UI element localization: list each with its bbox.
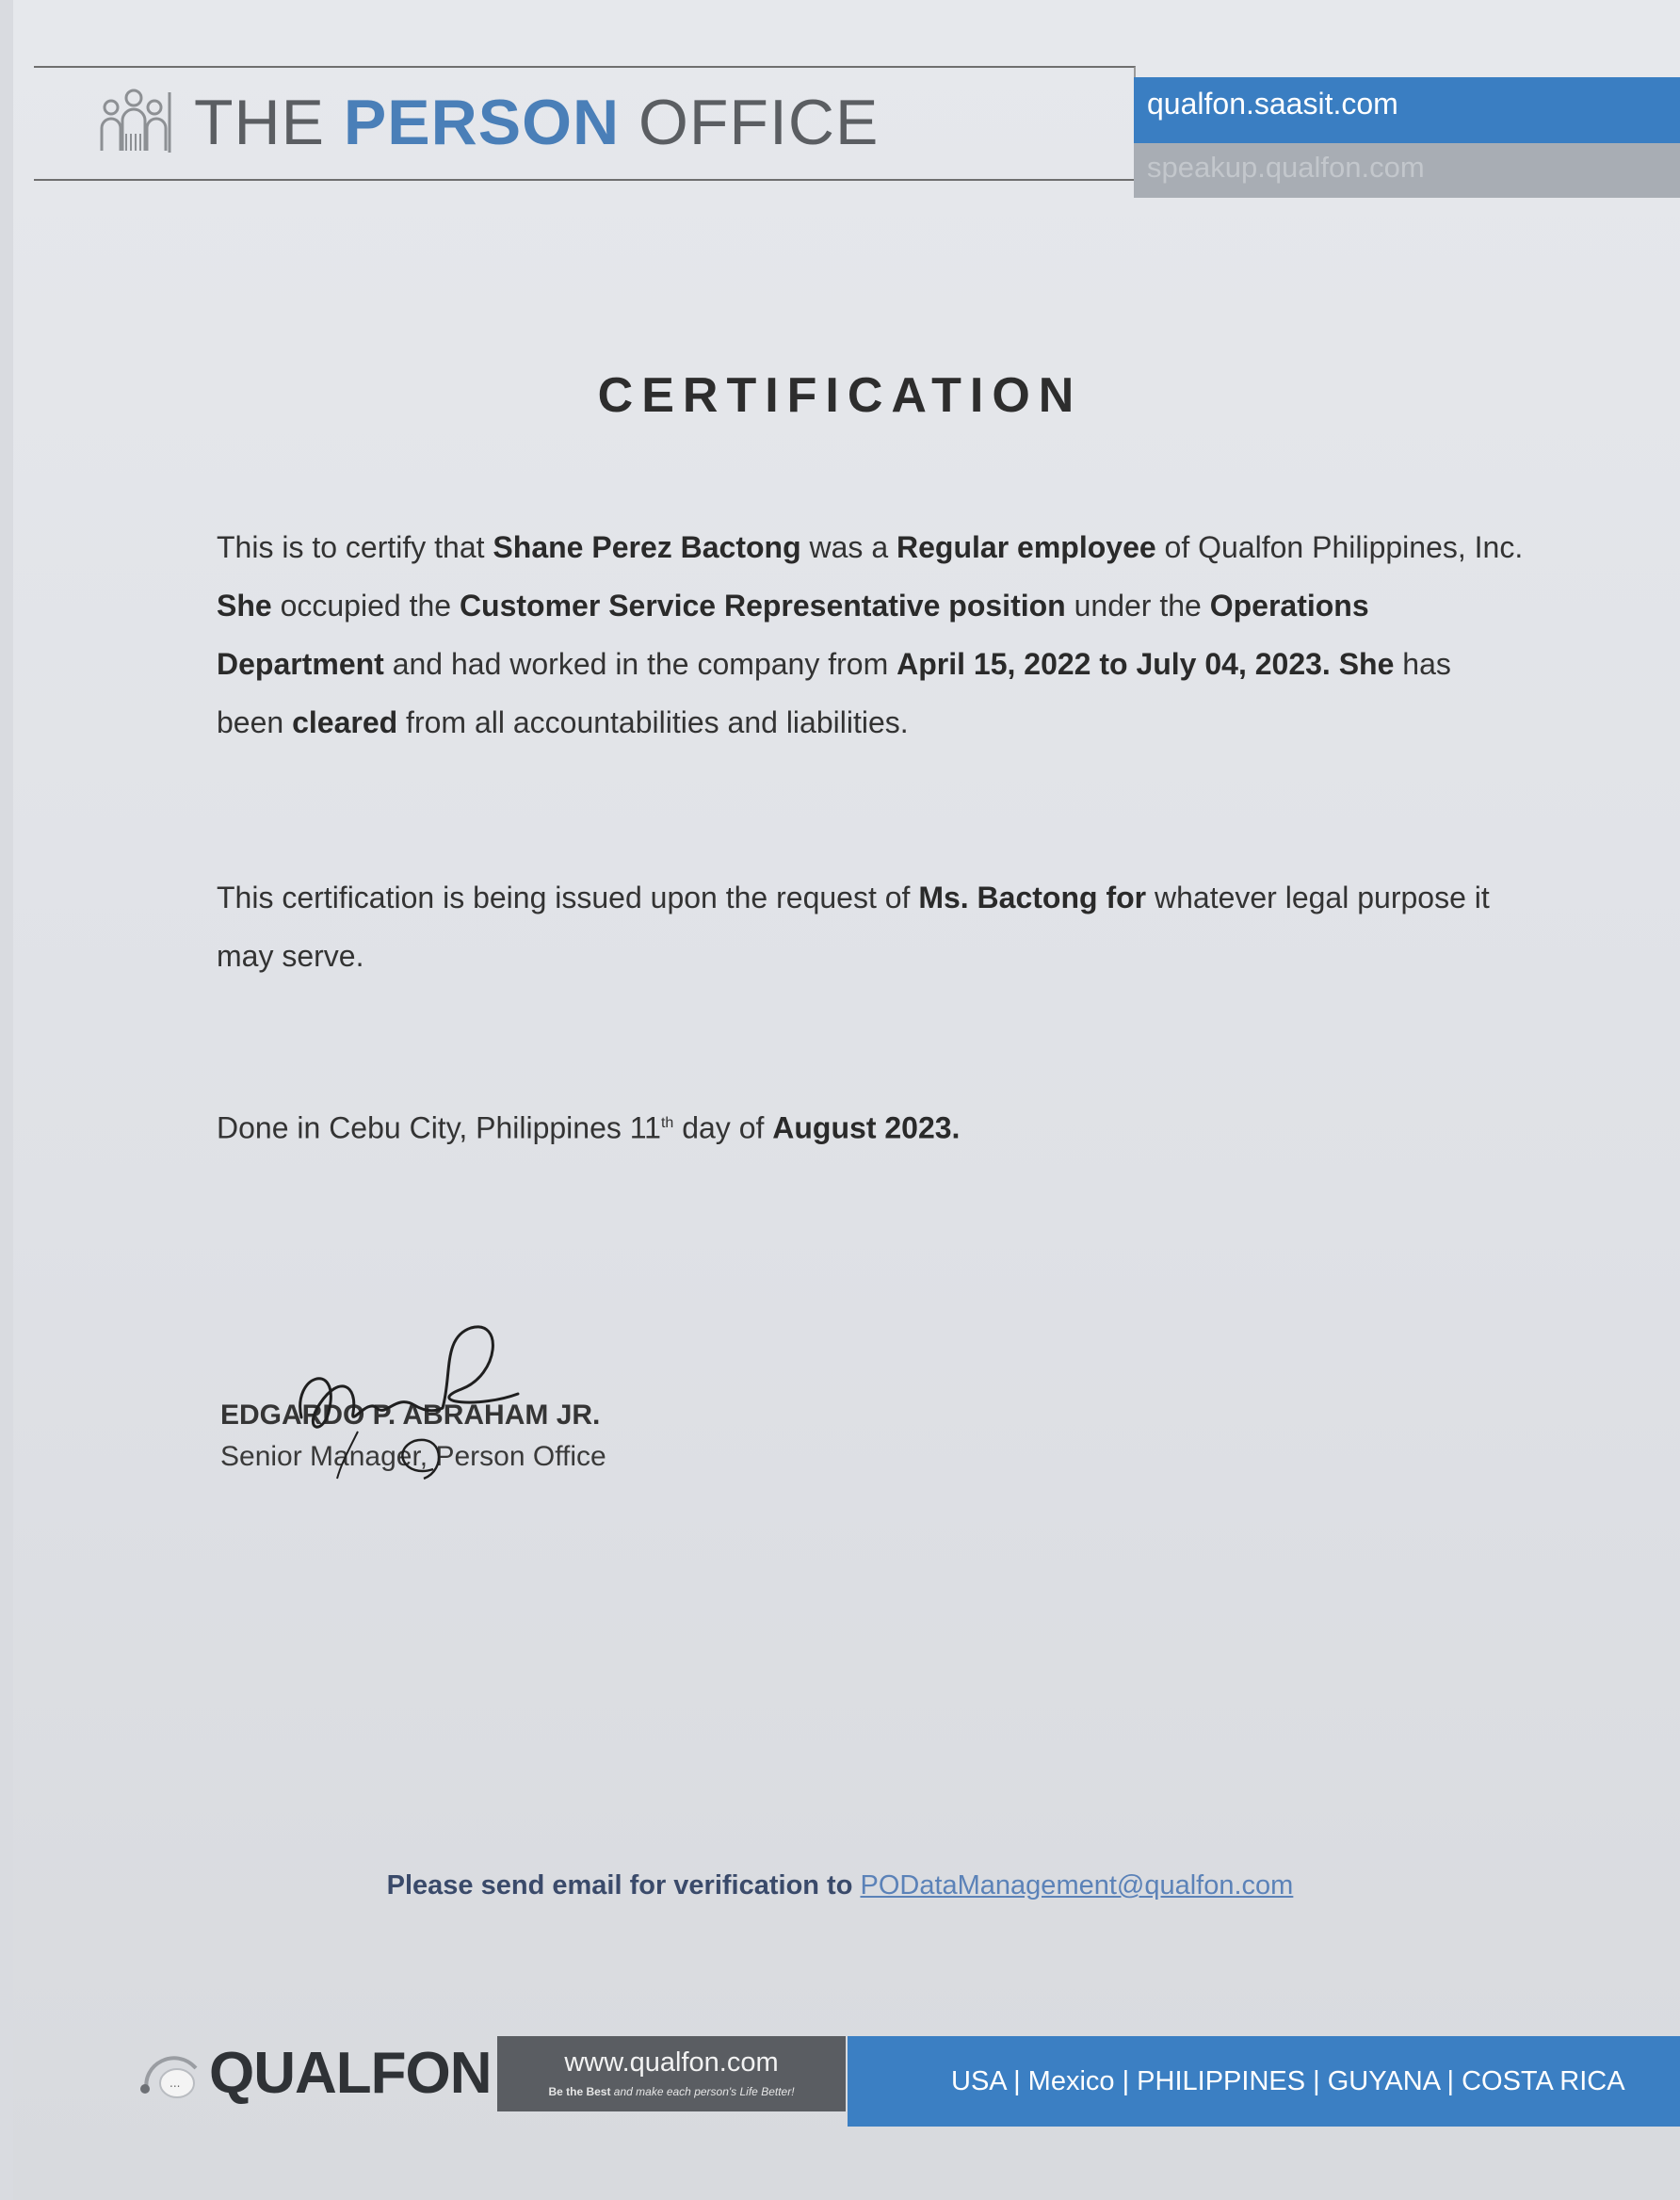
qualfon-logo-text: QUALFON: [209, 2041, 492, 2106]
link-speakup[interactable]: speakup.qualfon.com: [1134, 143, 1680, 198]
tagline: Be the Best and make each person's Life Better!: [548, 2085, 795, 2098]
website-banner: [497, 2036, 846, 2111]
certification-paragraph: This is to certify that Shane Perez Bactong was a Regular employee of Qualfon Philippines, Inc. She occupied the Customer Service Representative position under the Operations Department and had worked in the company from April 15, 2022 to July 04, 2023. She has been cleared from all accountabilities and liabilities.: [217, 530, 1524, 739]
office-title: THE PERSON OFFICE: [194, 87, 880, 158]
qualfon-headset-icon: [137, 2046, 205, 2106]
people-group-icon: [98, 87, 171, 154]
verification-note: Please send email for verification to PODataManagement@qualfon.com: [386, 1870, 1294, 1901]
handwritten-signature: [283, 1318, 546, 1497]
verification-email-link[interactable]: PODataManagement@qualfon.com: [860, 1870, 1294, 1901]
link-saasit[interactable]: qualfon.saasit.com: [1134, 77, 1680, 143]
purpose-paragraph: This certification is being issued upon the request of Ms. Bactong for whatever legal purpose it may serve.: [217, 881, 1490, 973]
svg-text:...: ...: [170, 2077, 181, 2090]
signatory-name: EDGARDO P. ABRAHAM JR.: [220, 1399, 601, 1431]
signatory-title: Senior Manager, Person Office: [220, 1441, 606, 1472]
issuance-line: Done in Cebu City, Philippines 11th day of August 2023.: [217, 1110, 961, 1145]
document-heading: CERTIFICATION: [597, 368, 1083, 423]
website-link[interactable]: www.qualfon.com: [564, 2047, 779, 2078]
countries-banner: USA | Mexico | PHILIPPINES | GUYANA | COSTA RICA: [848, 2036, 1680, 2127]
